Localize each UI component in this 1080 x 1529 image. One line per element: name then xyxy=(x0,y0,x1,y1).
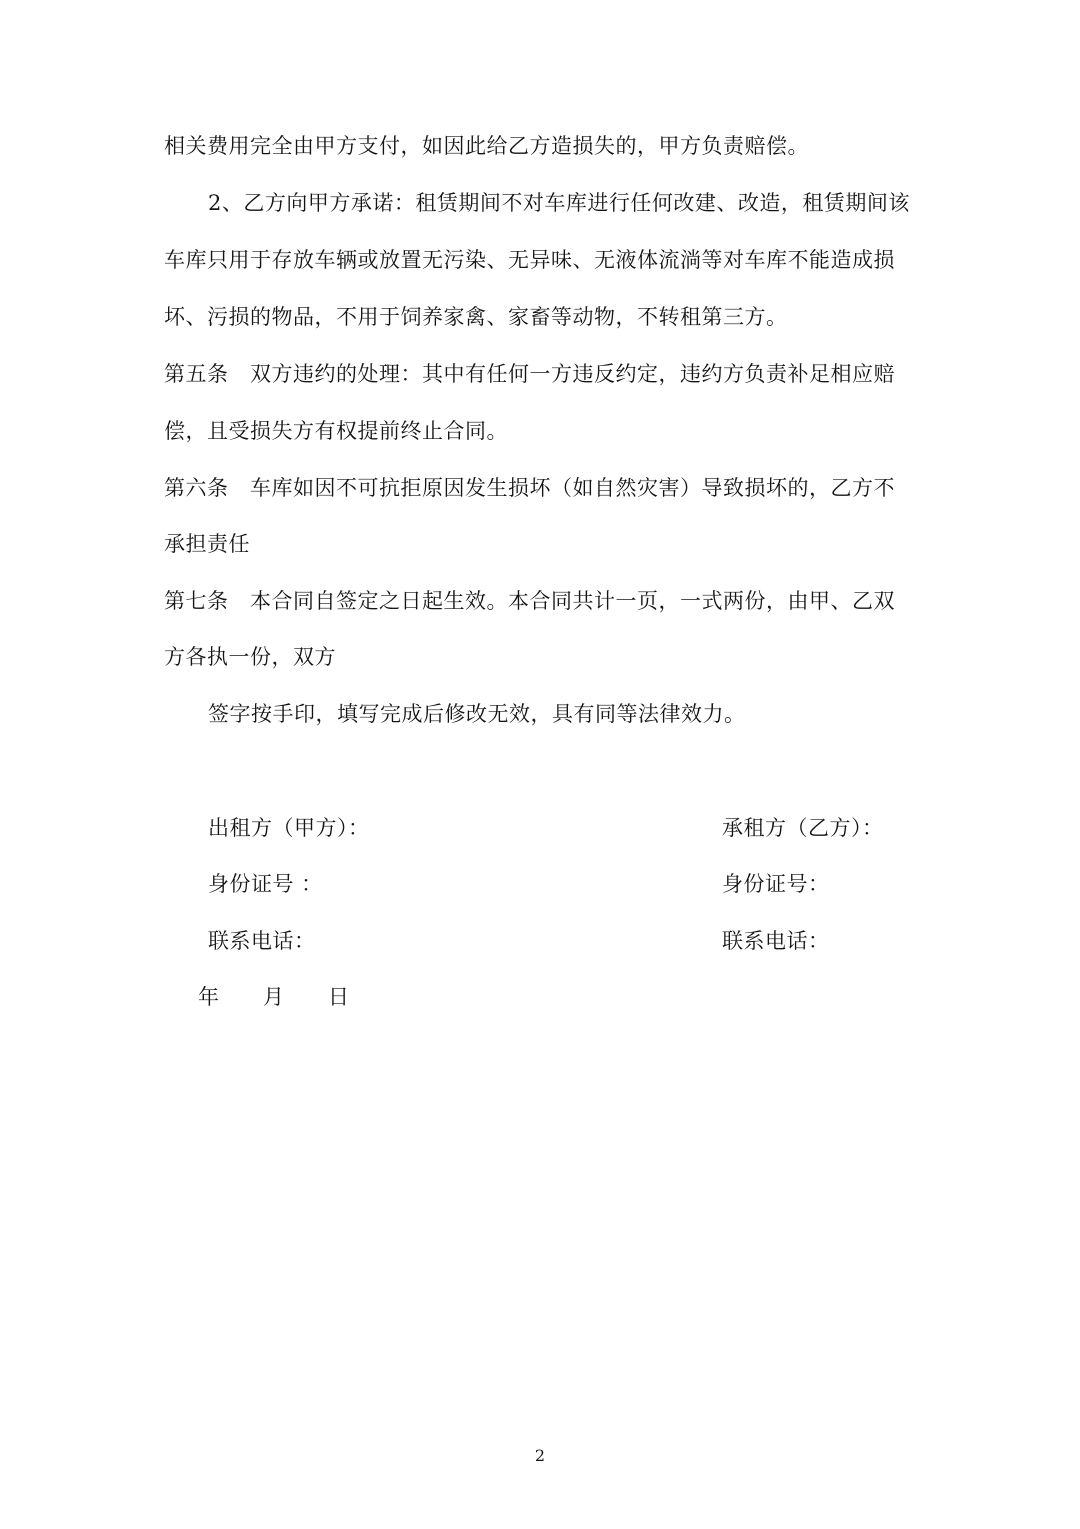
lessor-id-label: 身份证号 ： xyxy=(208,872,323,896)
body-line-3: 车库只用于存放车辆或放置无污染、无异味、无液体流淌等对车库不能造成损 xyxy=(164,248,895,272)
lessor-label: 出租方（甲方）： xyxy=(208,816,370,840)
lessee-id-label: 身份证号： xyxy=(722,872,830,896)
lessee-label: 承租方（乙方）： xyxy=(722,816,884,840)
article-5-line-2: 偿，且受损失方有权提前终止合同。 xyxy=(164,419,508,443)
article-7-line-1: 第七条 本合同自签定之日起生效。本合同共计一页，一式两份，由甲、乙双 xyxy=(164,589,895,613)
date-year: 年 xyxy=(198,985,219,1009)
article-7-line-2: 方各执一份，双方 xyxy=(164,645,336,669)
date-line xyxy=(198,982,349,1012)
article-5-line-1: 第五条 双方违约的处理：其中有任何一方违反约定，违约方负责补足相应赔 xyxy=(164,362,895,386)
article-6-line-2: 承担责任 xyxy=(164,532,250,556)
date-day: 日 xyxy=(328,985,349,1009)
date-month: 月 xyxy=(263,985,284,1009)
article-7-line-3: 签字按手印，填写完成后修改无效，具有同等法律效力。 xyxy=(208,702,746,726)
body-line-2: 2、乙方向甲方承诺：租赁期间不对车库进行任何改建、改造，租赁期间该 xyxy=(208,191,910,215)
lessor-phone-label: 联系电话： xyxy=(208,929,316,953)
body-line-4: 坏、污损的物品，不用于饲养家禽、家畜等动物，不转租第三方。 xyxy=(164,305,788,329)
lessee-phone-label: 联系电话： xyxy=(722,929,830,953)
body-line-1: 相关费用完全由甲方支付，如因此给乙方造损失的，甲方负责赔偿。 xyxy=(164,134,809,158)
page-number: 2 xyxy=(534,1446,546,1465)
article-6-line-1: 第六条 车库如因不可抗拒原因发生损坏（如自然灾害）导致损坏的，乙方不 xyxy=(164,476,895,500)
